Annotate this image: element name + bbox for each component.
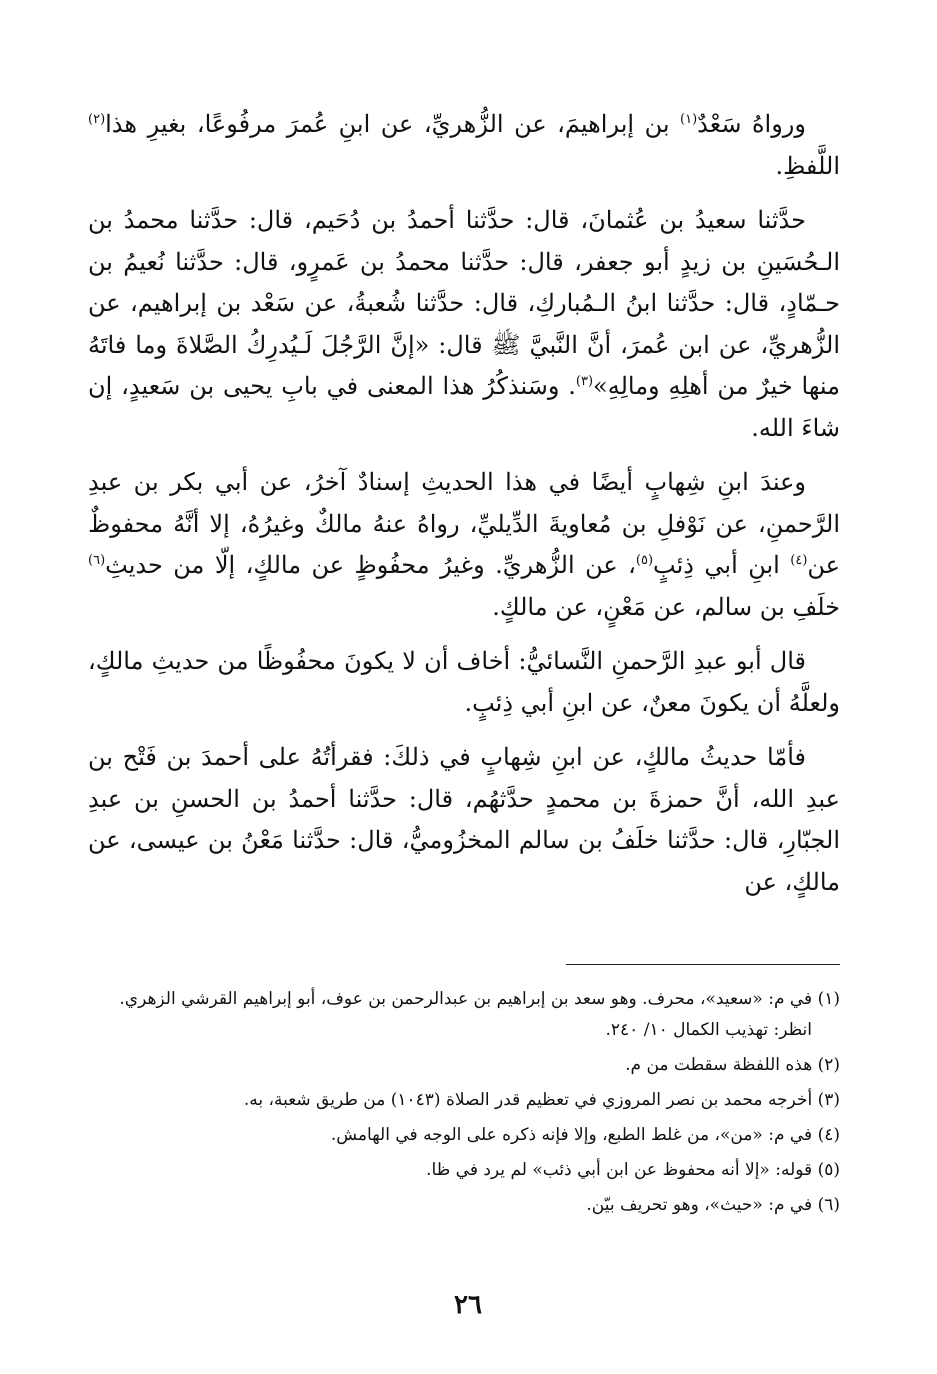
paragraph-text: . وسَنذكُرُ هذا المعنى في بابِ يحيى بن سَعيدٍ، إن شاءَ الله. (88, 372, 840, 442)
footnote: (٢) هذه اللفظة سقطت من م. (625, 1055, 840, 1075)
paragraph (88, 462, 840, 628)
page-number: ٢٦ (454, 1290, 482, 1320)
footnote: (١) في م: «سعيد»، محرف. وهو سعد بن إبراهيم بن عبدالرحمن بن عوف، أبو إبراهيم القرشي الزهري. انظر: تهذيب الكمال ١٠/ ٢٤٠. (119, 989, 840, 1040)
footnote: (٥) قوله: «إلا أنه محفوظ عن ابن أبي ذئب» لم يرد في ظا. (426, 1160, 840, 1180)
main-text (88, 104, 840, 916)
footnotes (88, 984, 840, 1225)
paragraph (88, 200, 840, 449)
paragraph-text: وعندَ ابنِ شِهابٍ أيضًا في هذا الحديثِ إسنادٌ آخرُ، عن أبي بكر بن عبدِ الرَّحمنِ، عن نَوْفلِ بن مُعاويةَ الدِّيليِّ، رواهُ عنهُ مالكٌ وغيرُهُ، إلا أنَّهُ محفوظٌ عن (88, 468, 840, 579)
paragraph-text: فأمّا حديثُ مالكٍ، عن ابنِ شِهابٍ في ذلكَ: فقرأتُهُ على أحمدَ بن فَتْح بن عبدِ الله، أنَّ حمزةَ بن محمدٍ حدَّثهُم، قال: حدَّثنا أحمدُ بن الحسنِ بن عبدِ الجبّارِ، قال: حدَّثنا خلَفُ بن سالم المخزُوميُّ، قال: حدَّثنا مَعْنُ بن عيسى، عن مالكٍ، عن (88, 743, 840, 896)
paragraph (88, 104, 840, 187)
footnote-ref: (٤) (790, 553, 808, 568)
paragraph-text: حدَّثنا سعيدُ بن عُثمانَ، قال: حدَّثنا أحمدُ بن دُحَيم، قال: حدَّثنا محمدُ بن الـحُسَينِ بن زيدٍ أبو جعفر، قال: حدَّثنا محمدُ بن عَمرٍو، قال: حدَّثنا نُعيمُ بن حـمّادٍ، قال: حدَّثنا ابنُ الـمُباركِ، قال: حدَّثنا شُعبةُ، عن سَعْد بن إبراهيم، عن الزُّهريِّ، عن ابن عُمرَ، أنَّ النَّبيَّ ﷺ قال: «إنَّ الرَّجُلَ لَـيُدرِكُ الصَّلاةَ وما فاتَهُ منها خيرٌ من أهلِهِ ومالِهِ» (88, 206, 840, 400)
footnote: (٤) في م: «من»، من غلط الطبع، وإلا فإنه ذكره على الوجه في الهامش. (330, 1125, 840, 1145)
paragraph-text: قال أبو عبدِ الرَّحمنِ النَّسائيُّ: أخاف أن لا يكونَ محفُوظًا من حديثِ مالكٍ، ولعلَّهُ أن يكونَ معنٌ، عن ابنِ أبي ذِئبٍ. (88, 647, 840, 717)
paragraph (88, 641, 840, 724)
paragraph-text: ، عن الزُّهريِّ. وغيرُ محفُوظٍ عن مالكٍ، إلّا من حديثِ (105, 551, 636, 579)
footnote-ref: (٥) (635, 553, 654, 568)
footnote-divider (566, 964, 840, 965)
footnote-ref: (٦) (88, 553, 106, 568)
paragraph-text: ابنِ أبي ذِئبٍ (653, 551, 791, 579)
paragraph-text: ورواهُ سَعْدٌ (697, 110, 806, 138)
footnote-ref: (١) (680, 112, 698, 127)
footnote: (٣) أخرجه محمد بن نصر المروزي في تعظيم قدر الصلاة (١٠٤٣) من طريق شعبة، به. (243, 1090, 840, 1110)
paragraph-text: اللَّفظِ. (775, 151, 840, 180)
footnote-ref: (٣) (575, 374, 594, 389)
footnote: (٦) في م: «حيث»، وهو تحريف بيّن. (586, 1195, 840, 1215)
paragraph-text: بن إبراهيمَ، عن الزُّهريِّ، عن ابنِ عُمرَ مرفُوعًا، بغيرِ هذا (105, 110, 681, 138)
footnote-ref: (٢) (88, 112, 106, 127)
paragraph (88, 737, 840, 903)
paragraph-text: خلَفِ بن سالم، عن مَعْنٍ، عن مالكٍ. (492, 592, 840, 621)
